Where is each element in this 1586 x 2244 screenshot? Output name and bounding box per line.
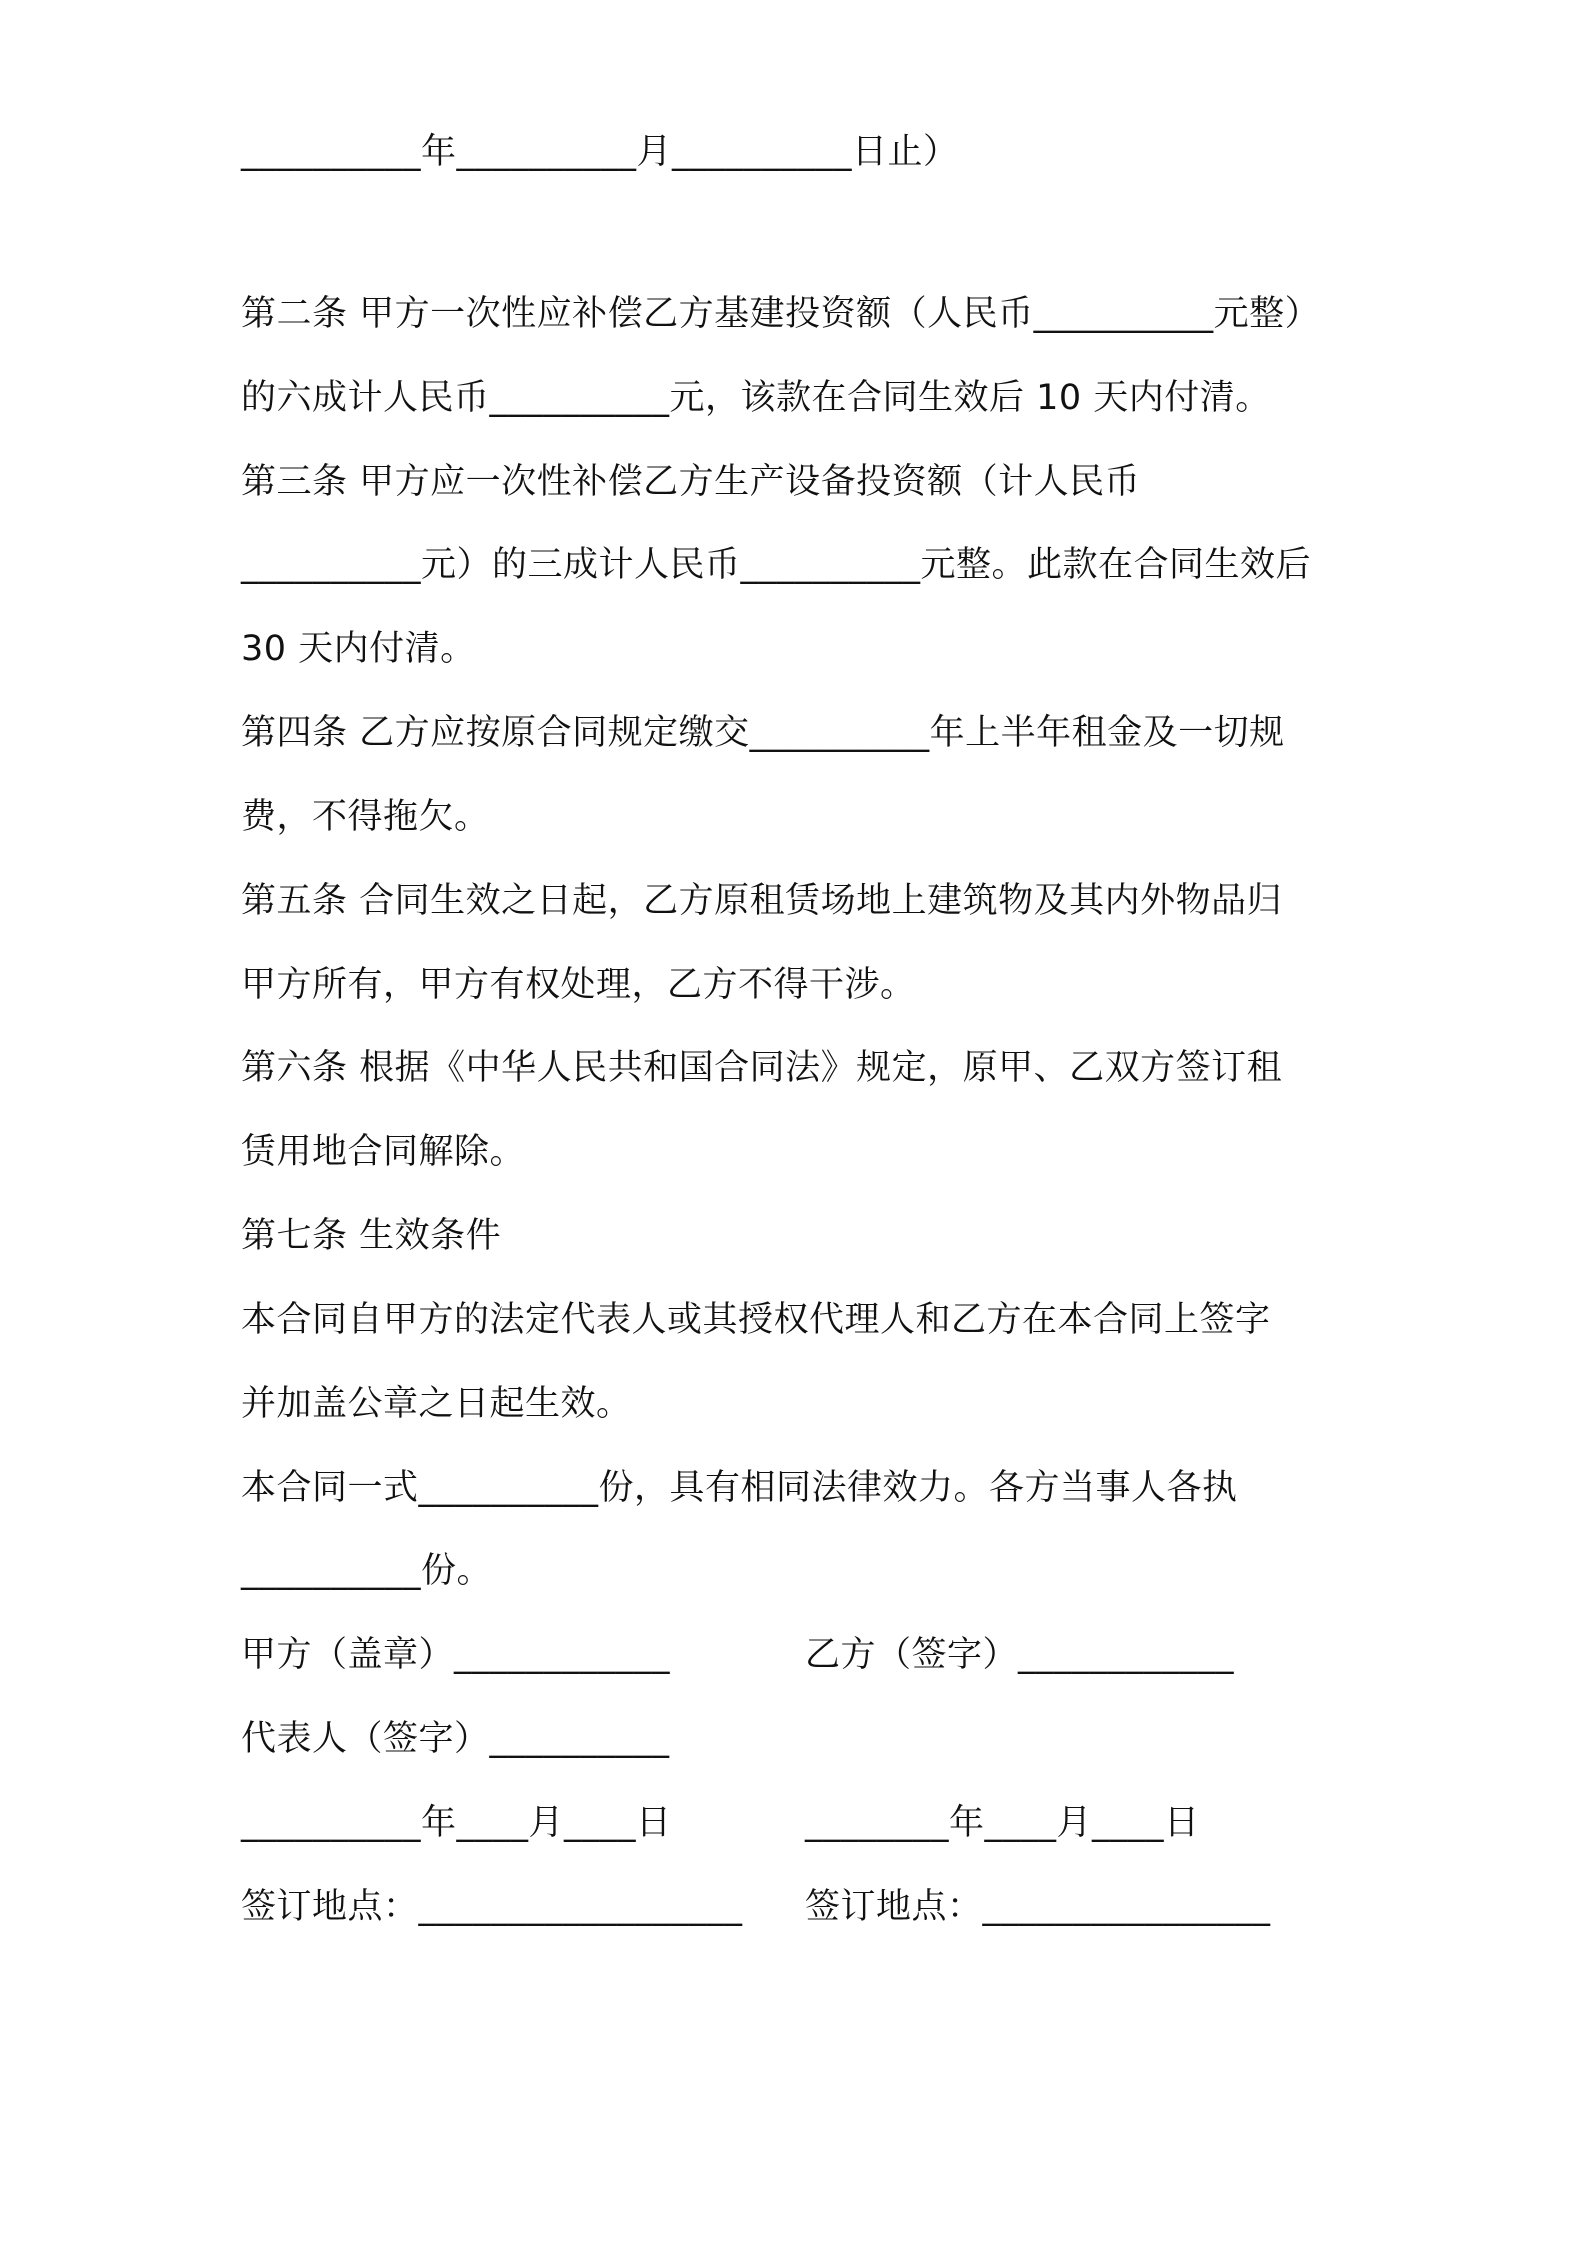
clause-5-line-1: 第五条 合同生效之日起，乙方原租赁场地上建筑物及其内外物品归 [241,881,1283,921]
party-a-seal-field: 甲方（盖章）____________ [241,1635,671,1675]
copies-line-1: 本合同一式__________份，具有相同法律效力。各方当事人各执 [241,1468,1238,1508]
date-field-right: ________年____月____日 [805,1803,1200,1843]
party-b-sign-field: 乙方（签字）____________ [805,1635,1235,1675]
copies-line-2: __________份。 [241,1551,493,1591]
clause-2-line-1: 第二条 甲方一次性应补偿乙方基建投资额（人民币__________元整） [241,294,1321,334]
clause-5-line-2: 甲方所有，甲方有权处理，乙方不得干涉。 [241,965,916,1005]
clause-3-line-1: 第三条 甲方应一次性补偿乙方生产设备投资额（计人民币 [241,462,1141,502]
text-line-end-date: __________年__________月__________日止） [241,132,959,172]
clause-3-line-2: __________元）的三成计人民币__________元整。此款在合同生效后 [241,545,1312,585]
date-field-left: __________年____月____日 [241,1803,672,1843]
effect-line-2: 并加盖公章之日起生效。 [241,1384,632,1424]
clause-3-line-3: 30 天内付清。 [241,629,476,669]
clause-6-line-1: 第六条 根据《中华人民共和国合同法》规定，原甲、乙双方签订租 [241,1048,1283,1088]
clause-4-line-2: 费，不得拖欠。 [241,797,490,837]
clause-4-line-1: 第四条 乙方应按原合同规定缴交__________年上半年租金及一切规 [241,713,1285,753]
place-field-right: 签订地点：________________ [805,1887,1271,1927]
clause-2-line-2: 的六成计人民币__________元，该款在合同生效后 10 天内付清。 [241,378,1271,418]
place-field-left: 签订地点：__________________ [241,1887,743,1927]
representative-sign-field: 代表人（签字）__________ [241,1719,670,1759]
clause-6-line-2: 赁用地合同解除。 [241,1132,526,1172]
clause-7-heading: 第七条 生效条件 [241,1216,502,1256]
effect-line-1: 本合同自甲方的法定代表人或其授权代理人和乙方在本合同上签字 [241,1300,1271,1340]
